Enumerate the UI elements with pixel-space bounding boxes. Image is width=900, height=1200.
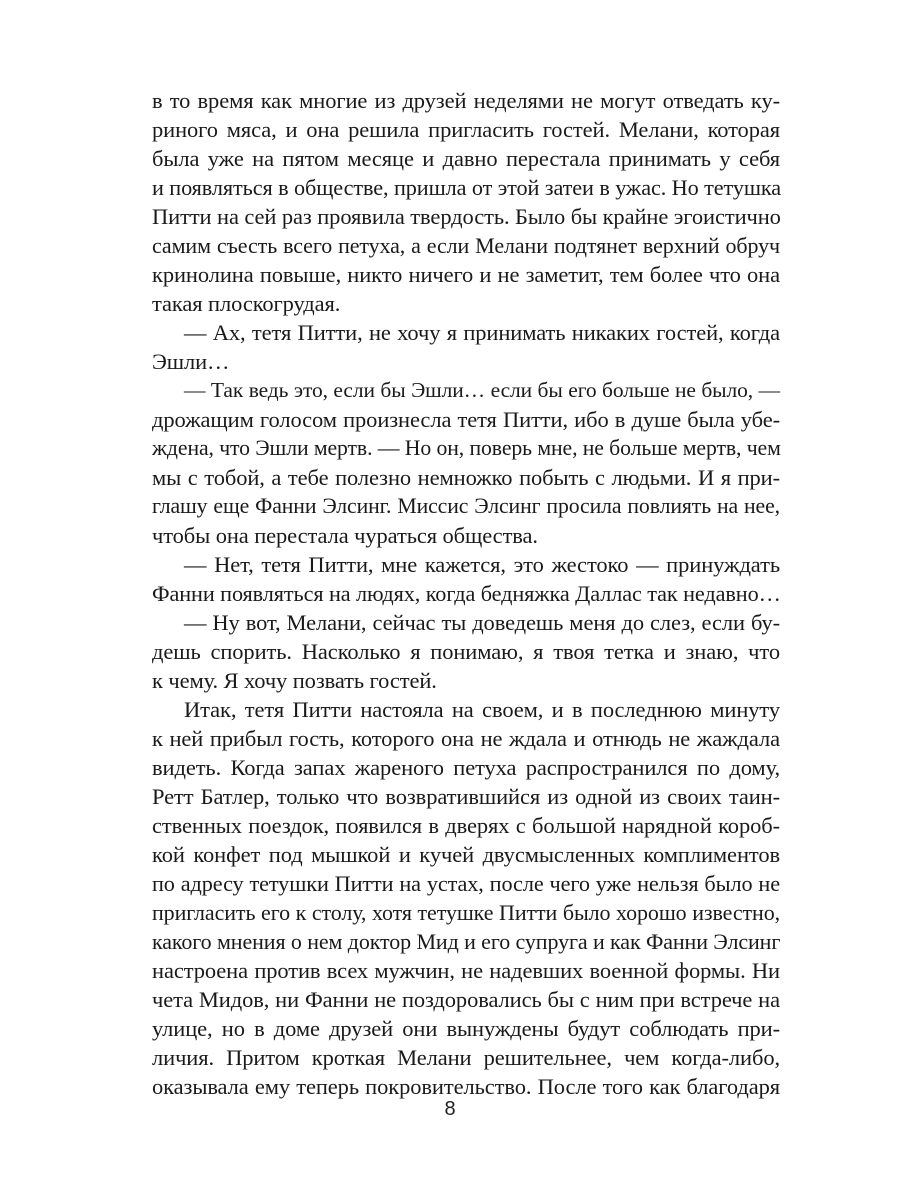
text-line: Питти на сей раз проявила твердость. Было бы крайне эгоистично [152, 204, 781, 229]
text-line: — Ну вот, Мелани, сейчас ты доведешь меня до слез, если бу- [184, 610, 780, 635]
text-line: ственных поездок, появился в дверях с большой нарядной короб- [152, 813, 780, 838]
text-line: к ней прибыл гость, которого она не ждала и отнюдь не жаждала [152, 726, 780, 751]
text-line: настроена против всех мужчин, не надевших военной формы. Ни [152, 958, 780, 983]
text-line: и появляться в обществе, пришла от этой затеи в ужас. Но тетушка [152, 175, 782, 200]
text-line: ждена, что Эшли мертв. — Но он, поверь мне, не больше мертв, чем [152, 436, 781, 460]
text-line: кринолина повыше, никто ничего и не заметит, тем более что она [152, 262, 780, 287]
text-line: — Ах, тетя Питти, не хочу я принимать никаких гостей, когда [184, 320, 780, 345]
text-line: была уже на пятом месяце и давно перестала принимать у себя [152, 146, 780, 171]
text-line: Фанни появляться на людях, когда бедняжка Даллас так недавно… [152, 581, 781, 606]
text-line: по адресу тетушки Питти на устах, после чего уже нельзя было не [152, 871, 780, 896]
text-line: дешь спорить. Насколько я понимаю, я твоя тетка и знаю, что [152, 639, 780, 664]
text-line: такая плоскогрудая. [152, 291, 341, 316]
text-line: кой конфет под мышкой и кучей двусмысленных комплиментов [152, 842, 780, 867]
text-line: мы с тобой, а тебе полезно немножко побыть с людьми. И я при- [152, 465, 780, 490]
text-line: чтобы она перестала чураться общества. [152, 523, 538, 548]
text-line: чета Мидов, ни Фанни не поздоровались бы с ним при встрече на [152, 987, 780, 1012]
text-line: — Нет, тетя Питти, мне кажется, это жестоко — принуждать [184, 552, 780, 577]
text-line: личия. Притом кроткая Мелани решительнее, чем когда-либо, [152, 1045, 780, 1070]
page-number: 8 [444, 1098, 456, 1120]
text-line: глашу еще Фанни Элсинг. Миссис Элсинг просила повлиять на нее, [152, 494, 780, 518]
text-line: Итак, тетя Питти настояла на своем, и в последнюю минуту [184, 697, 780, 722]
text-line: в то время как многие из друзей неделями не могут отведать ку- [152, 88, 780, 113]
text-line: дрожащим голосом произнесла тетя Питти, ибо в душе была убе- [152, 407, 780, 432]
text-line: самим съесть всего петуха, а если Мелани подтянет верхний обруч [152, 233, 780, 258]
text-line: какого мнения о нем доктор Мид и его супруга и как Фанни Элсинг [152, 929, 781, 954]
text-line: оказывала ему теперь покровительство. После того как благодаря [152, 1074, 780, 1099]
text-line: Эшли… [152, 349, 230, 374]
text-line: видеть. Когда запах жареного петуха распространился по дому, [152, 755, 780, 780]
text-line: — Так ведь это, если бы Эшли… если бы его больше не было, — [184, 378, 780, 402]
text-line: Ретт Батлер, только что возвратившийся из одной из своих таин- [152, 784, 780, 809]
text-line: улице, но в доме друзей они вынуждены будут соблюдать при- [152, 1016, 780, 1041]
text-line: риного мяса, и она решила пригласить гостей. Мелани, которая [152, 117, 780, 142]
text-line: к чему. Я хочу позвать гостей. [152, 668, 437, 693]
text-line: пригласить его к столу, хотя тетушке Питти было хорошо известно, [152, 900, 780, 925]
